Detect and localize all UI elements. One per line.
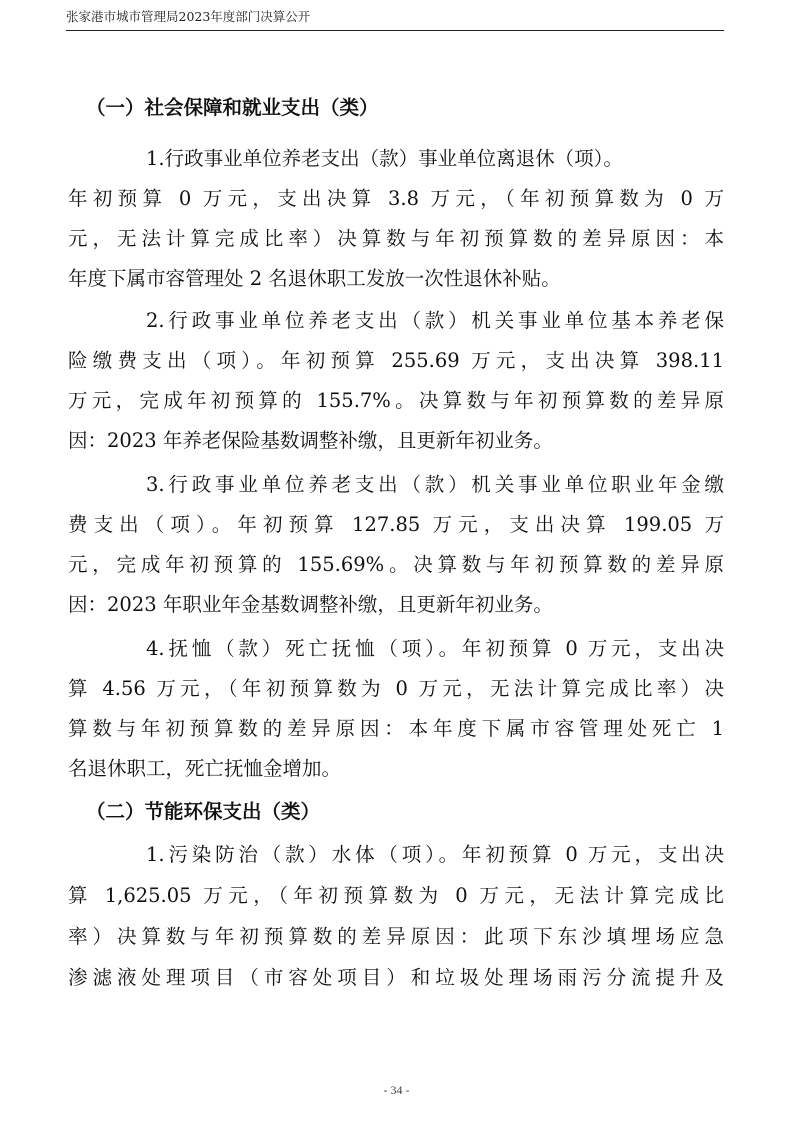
paragraph-line: 险缴费支出（项）。年初预算 255.69 万元，支出决算 398.11 [68,349,724,372]
paragraph-line: 率）决算数与年初预算数的差异原因：此项下东沙填埋场应急 [68,925,724,948]
section-heading-2: （二）节能环保支出（类） [86,800,321,823]
paragraph-line: 算 4.56 万元，（年初预算数为 0 万元，无法计算完成比率）决 [68,677,724,700]
paragraph-line: 因：2023 年职业年金基数调整补缴，且更新年初业务。 [68,593,553,616]
section-heading-1: （一）社会保障和就业支出（类） [86,96,379,119]
paragraph-line: 3.行政事业单位养老支出（款）机关事业单位职业年金缴 [146,473,724,496]
paragraph-line: 算数与年初预算数的差异原因：本年度下属市容管理处死亡 1 [68,717,724,740]
paragraph-line: 1.行政事业单位养老支出（款）事业单位离退休（项）。 [146,147,623,170]
page-number: - 34 - [383,1083,410,1097]
paragraph-line: 因：2023 年养老保险基数调整补缴，且更新年初业务。 [68,429,553,452]
paragraph-line: 年度下属市容管理处 2 名退休职工发放一次性退休补贴。 [68,267,561,290]
paragraph-line: 2.行政事业单位养老支出（款）机关事业单位基本养老保 [146,309,724,332]
paragraph-line: 1.污染防治（款）水体（项）。年初预算 0 万元，支出决 [146,843,724,866]
running-header: 张家港市城市管理局2023年度部门决算公开 [66,8,724,31]
paragraph-line: 万元，完成年初预算的 155.7%。决算数与年初预算数的差异原 [68,389,724,412]
paragraph-line: 算 1,625.05 万元，（年初预算数为 0 万元，无法计算完成比 [68,884,724,907]
paragraph-line: 年初预算 0 万元，支出决算 3.8 万元，（年初预算数为 0 万 [68,187,724,210]
paragraph-line: 元，完成年初预算的 155.69%。决算数与年初预算数的差异原 [68,553,724,576]
paragraph-line: 费支出（项）。年初预算 127.85 万元，支出决算 199.05 万 [68,513,724,536]
paragraph-line: 元，无法计算完成比率）决算数与年初预算数的差异原因：本 [68,227,724,250]
paragraph-line: 4.抚恤（款）死亡抚恤（项）。年初预算 0 万元，支出决 [146,637,724,660]
paragraph-line: 名退休职工，死亡抚恤金增加。 [68,757,342,780]
paragraph-line: 渗滤液处理项目（市容处项目）和垃圾处理场雨污分流提升及 [68,966,724,989]
